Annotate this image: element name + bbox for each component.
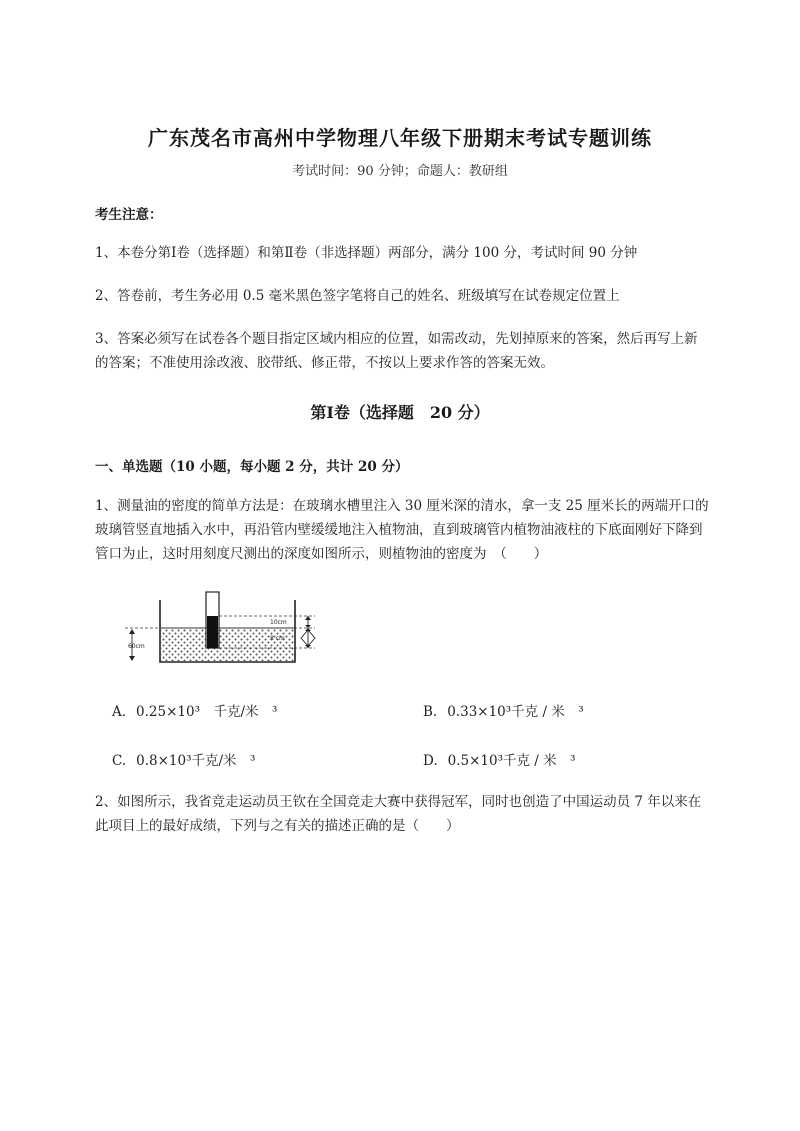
option-b-text: 0.33×10³千克 / 米 ³ (447, 704, 584, 720)
option-a-label: A. (112, 704, 127, 720)
option-a-text: 0.25×10³ 千克/米 ³ (136, 704, 278, 720)
page-title: 广东茂名市高州中学物理八年级下册期末考试专题训练 (148, 126, 652, 150)
question-1-figure (120, 590, 335, 670)
figure-label-60cm: 60cm (128, 643, 145, 650)
question-group-title: 一、单选题（10 小题，每小题 2 分，共计 20 分） (95, 459, 409, 475)
section-title: 第Ⅰ卷（选择题 20 分） (310, 403, 490, 422)
option-b[interactable] (423, 700, 584, 720)
question-1-text: 1、测量油的密度的简单方法是：在玻璃水槽里注入 30 厘米深的清水，拿一支 25 厘米长的两端开口的玻璃管竖直地插入水中，再沿管内壁缓缓地注入植物油，直到玻璃管内植物油液柱的下底面刚好下降到管口为止，这时用刻度尺测出的深度如图所示，则植物油的密度为 （ ） (95, 498, 709, 562)
oil-column (207, 616, 218, 648)
figure-label-8cm: 8 cm (270, 635, 285, 642)
notice-item-3: 3、答案必须写在试卷各个题目指定区域内相应的位置，如需改动，先划掉原来的答案，然后再写上新的答案；不准使用涂改液、胶带纸、修正带，不按以上要求作答的答案无效。 (95, 331, 698, 371)
figure-label-10cm: 10cm (270, 619, 287, 626)
option-d[interactable] (423, 749, 576, 769)
question-2-text: 2、如图所示，我省竞走运动员王钦在全国竞走大赛中获得冠军，同时也创造了中国运动员 7 年以来在此项目上的最好成绩，下列与之有关的描述正确的是（ ） (95, 794, 702, 834)
option-a[interactable] (112, 700, 277, 720)
water-fill (161, 628, 294, 661)
notice-item-2: 2、答卷前，考生务必用 0.5 毫米黑色签字笔将自己的姓名、班级填写在试卷规定位置上 (95, 288, 620, 304)
option-c-text: 0.8×10³千克/米 ³ (136, 753, 256, 769)
option-c[interactable] (112, 749, 255, 769)
notice-heading: 考生注意： (95, 207, 163, 223)
notice-item-1: 1、本卷分第Ⅰ卷（选择题）和第Ⅱ卷（非选择题）两部分，满分 100 分，考试时间 90 分钟 (95, 245, 638, 261)
exam-info: 考试时间：90 分钟；命题人：教研组 (292, 164, 508, 179)
option-d-text: 0.5×10³千克 / 米 ³ (447, 753, 576, 769)
option-c-label: C. (112, 753, 127, 769)
option-b-label: B. (423, 704, 438, 720)
option-d-label: D. (423, 753, 438, 769)
